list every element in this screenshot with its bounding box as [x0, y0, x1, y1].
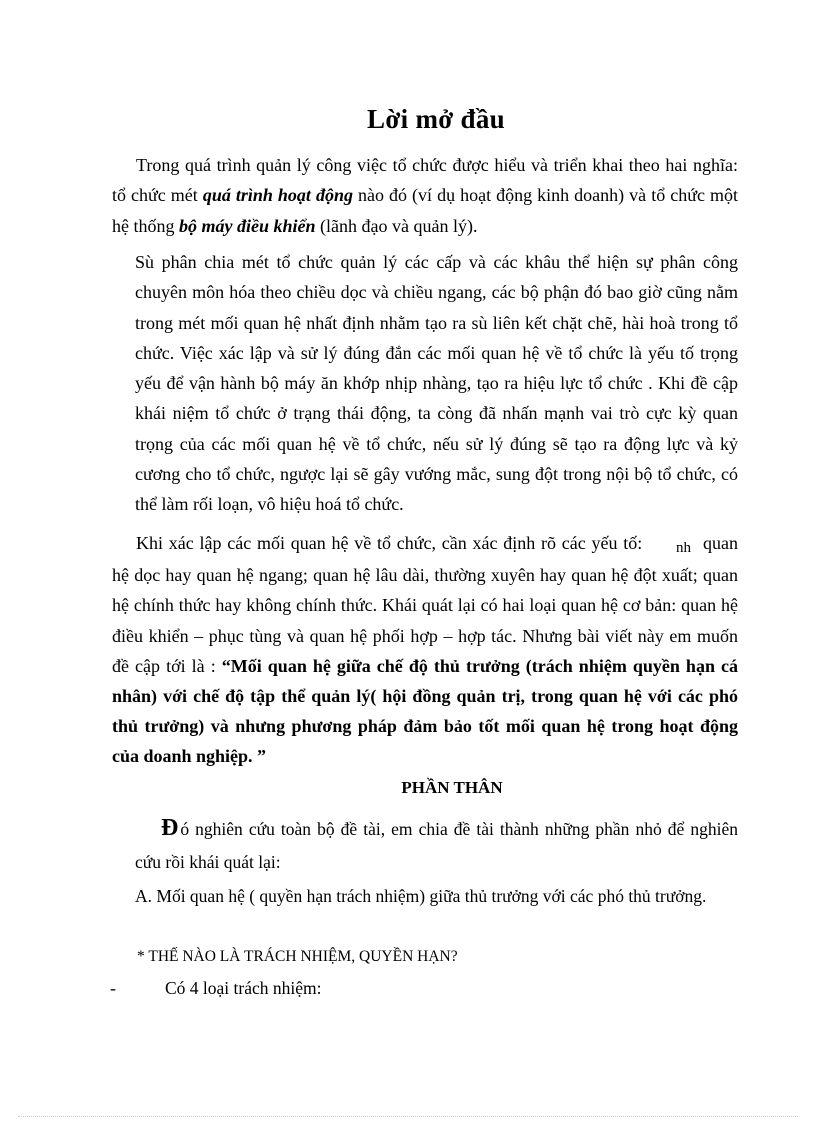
body-paragraph-1 [135, 812, 738, 879]
subheading: * THẾ NÀO LÀ TRÁCH NHIỆM, QUYỀN HẠN? [137, 948, 458, 965]
emphasis-process: quá trình hoạt động [202, 185, 353, 206]
intro-paragraph-1 [112, 150, 738, 241]
page-bottom-rule [18, 1116, 798, 1117]
list-bullet: - [110, 978, 116, 998]
body-paragraph-2: A. Mối quan hệ ( quyền hạn trách nhiệm) giữa thủ trưởng với các phó thủ trưởng. [135, 886, 707, 906]
text-run: (lãnh đạo và quản lý). [315, 215, 478, 236]
text-run: Khi xác lập các mối quan hệ về tổ chức, cần xác định rõ các yếu tố: [136, 533, 643, 553]
text-run: quan hệ dọc hay quan hệ ngang; quan hệ lâu dài, thường xuyên hay quan hệ đột xuất; quan hệ chính thức hay không chính thức. Khái quát lại có hai loại quan hệ cơ bản: quan hệ điều khiển – phục tùng và quan hệ phối hợp – hợp tác. Nhưng bài viết này em muốn đề cập tới là : [112, 533, 738, 676]
section-heading: PHẦN THÂN [401, 778, 503, 797]
page-title: Lời mở đầu [367, 104, 505, 134]
emphasis-apparatus: bộ máy điều khiển [179, 215, 316, 236]
thesis-statement: “Mối quan hệ giữa chế độ thủ trưởng (trách nhiệm quyền hạn cá nhân) với chế độ tập thể quản lý( hội đồng quản trị, trong quan hệ với các phó thủ trưởng) và nhưng phương pháp đảm bảo tốt mối quan hệ trong hoạt động của doanh nghiệp. ” [112, 655, 738, 767]
stray-fragment: nh [676, 540, 691, 556]
intro-paragraph-2: Sù phân chia mét tổ chức quản lý các cấp và các khâu thể hiện sự phân công chuyên môn hóa theo chiều dọc và chiều ngang, các bộ phận đó bao giờ cũng nằm trong mét mối quan hệ nhất định nhằm tạo ra sù liên kết chặt chẽ, hài hoà trong tổ chức. Việc xác lập và sử lý đúng đắn các mối quan hệ về tổ chức là yếu tố trọng yếu để vận hành bộ máy ăn khớp nhịp nhàng, tạo ra hiệu lực tổ chức . Khi đề cập khái niệm tổ chức ở trạng thái động, ta còng đã nhấn mạnh vai trò cực kỳ quan trọng của các mối quan hệ về tổ chức, nếu sử lý đúng sẽ tạo ra động lực và kỷ cương cho tổ chức, ngược lại sẽ gây vướng mắc, sung đột trong nội bộ tổ chức, có thể làm rối loạn, vô hiệu hoá tổ chức. [135, 252, 738, 515]
intro-paragraph-3 [112, 528, 738, 772]
drop-cap: Đ [161, 815, 179, 841]
text-run: nào đó (ví dụ hoạt động kinh doanh) và tổ chức một hệ thống [112, 185, 738, 236]
text-run: ó nghiên cứu toàn bộ đề tài, em chia đề tài thành những phần nhỏ để nghiên cứu rồi khái quát lại: [135, 819, 738, 872]
text-run: Trong quá trình quản lý công việc tổ chức được hiểu và triển khai theo hai nghĩa: tổ chức mét [112, 155, 738, 206]
list-item: Có 4 loại trách nhiệm: [165, 978, 322, 998]
